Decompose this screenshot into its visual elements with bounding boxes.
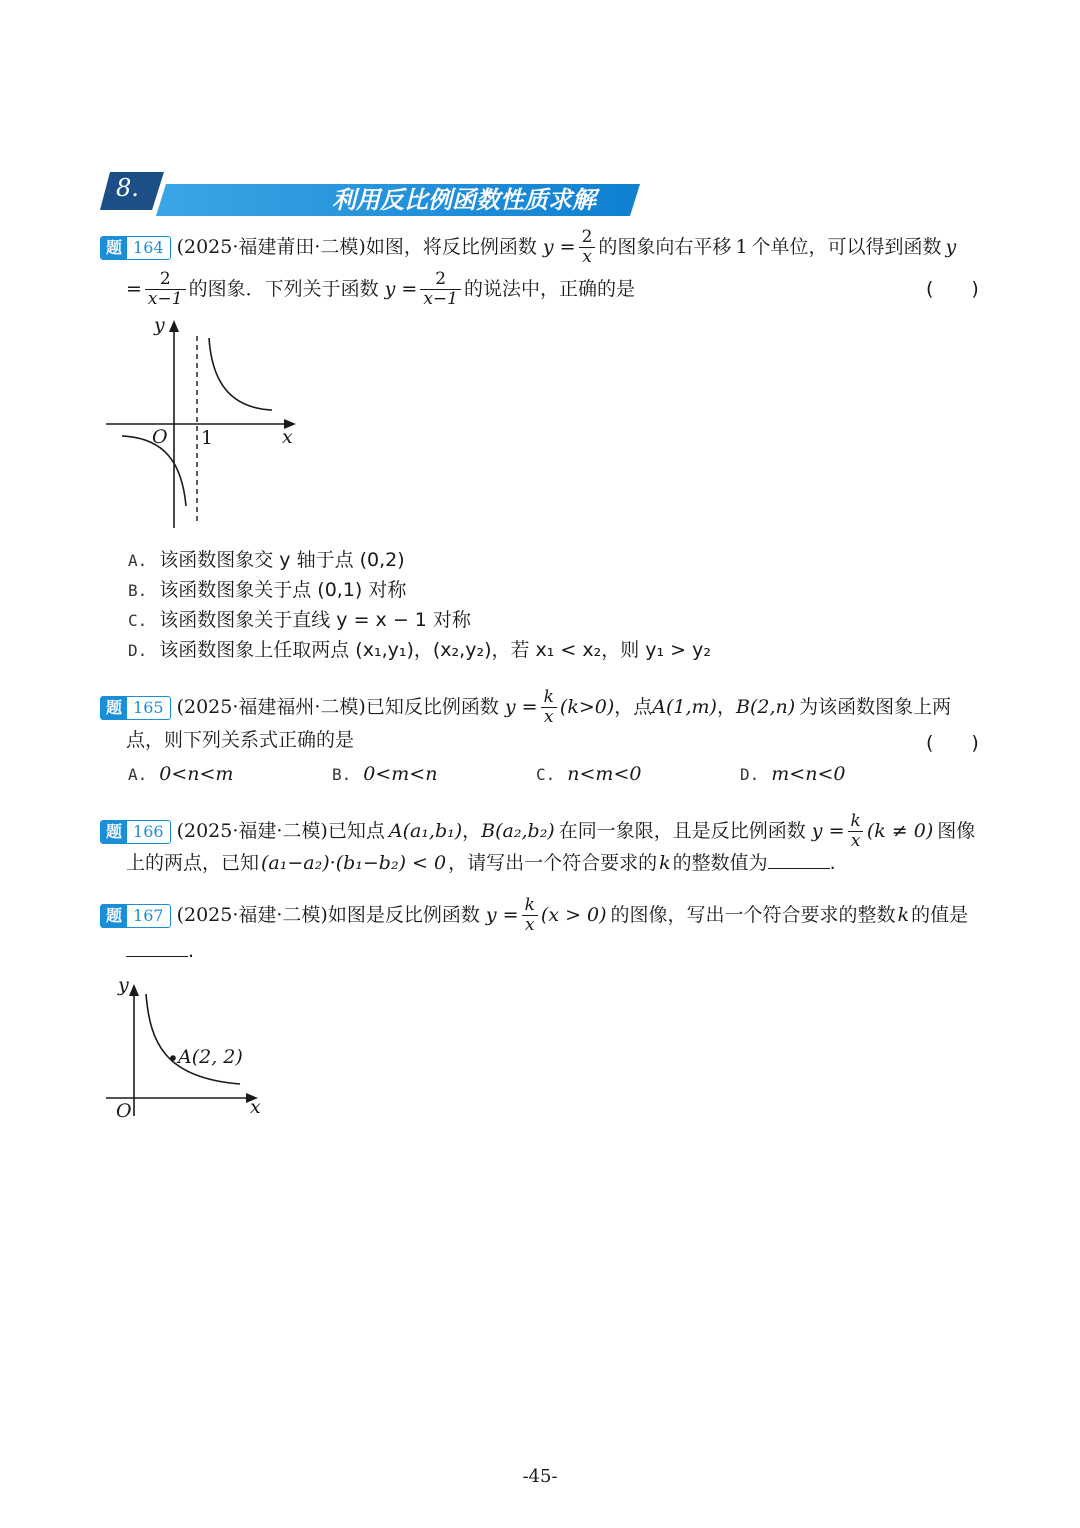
q165-option-a: A. 0<n<m bbox=[128, 763, 234, 785]
section-title: 利用反比例函数性质求解 bbox=[332, 186, 596, 214]
q167-text-a: 如图是反比例函数 bbox=[327, 904, 480, 926]
q164-text-a: 如图，将反比例函数 bbox=[365, 236, 537, 258]
q164-option-d: D. 该函数图象上任取两点 (x₁,y₁)，(x₂,y₂)，若 x₁ < x₂，则 y₁ > y₂ bbox=[128, 639, 711, 661]
q167-source: (2025·福建·二模) bbox=[176, 904, 328, 926]
q164-text-c: 个单位，可以得到函数 bbox=[751, 236, 942, 258]
q164-graph bbox=[100, 312, 310, 534]
q164-frac3: $\frac{2}{x-1}$ bbox=[420, 270, 461, 309]
curve-branch bbox=[146, 994, 240, 1084]
q165-line2: 点，则下列关系式正确的是 bbox=[126, 729, 355, 751]
q164-text-d: 的图象．下列关于函数 bbox=[188, 278, 379, 300]
page-number: -45- bbox=[522, 1466, 558, 1487]
q164-yvar: y bbox=[945, 236, 957, 258]
q166-text-c: 图像 bbox=[937, 820, 976, 842]
q167-graph-origin: O bbox=[116, 1100, 132, 1122]
q164-frac2: $\frac{2}{x-1}$ bbox=[145, 270, 186, 309]
q167-badge: 题 167 bbox=[100, 904, 171, 928]
q165-text-c: 为该函数图象上两 bbox=[799, 696, 952, 718]
q165-point-b: B(2,n) bbox=[736, 696, 796, 718]
q165-comma: ， bbox=[716, 696, 736, 718]
q166-source: (2025·福建·二模) bbox=[176, 820, 328, 842]
q165-source: (2025·福建福州·二模) bbox=[176, 696, 366, 718]
q164-graph-origin: O bbox=[152, 426, 168, 448]
q166-text-a: 已知点 bbox=[327, 820, 385, 842]
q164-source: (2025·福建莆田·二模) bbox=[176, 236, 366, 258]
q166-badge: 题 166 bbox=[100, 820, 171, 844]
section-banner bbox=[100, 172, 640, 216]
q167-graph-point-label: A(2, 2) bbox=[178, 1046, 243, 1068]
q165-text-b: ，点 bbox=[614, 696, 653, 718]
q166-cond: (k ≠ 0) bbox=[866, 820, 934, 842]
curve-right-branch bbox=[209, 338, 272, 410]
q166-k: k bbox=[659, 852, 671, 874]
q166-line2: 上的两点，已知 (a₁−a₂)·(b₁−b₂) < 0 ，请写出一个符合要求的 k 的整数值为 . bbox=[126, 852, 836, 874]
q164-graph-tick: 1 bbox=[201, 427, 214, 449]
q166-point-a: A(a₁,b₁) bbox=[388, 820, 463, 842]
q165-badge: 题 165 bbox=[100, 696, 171, 720]
q167-graph-y-label: y bbox=[118, 974, 129, 996]
q164-option-c: C. 该函数图象关于直线 y = x − 1 对称 bbox=[128, 609, 471, 631]
q164-line2 bbox=[126, 270, 635, 309]
q167-text-c: 的值是 bbox=[911, 904, 969, 926]
q167-frac: $\frac{k}{x}$ bbox=[522, 896, 538, 935]
y-axis-arrow-icon bbox=[169, 320, 179, 332]
q166-point-b: B(a₂,b₂) bbox=[481, 820, 555, 842]
q165-frac: $\frac{k}{x}$ bbox=[541, 688, 557, 727]
q164-one: 1 bbox=[735, 236, 748, 258]
q164-option-b: B. 该函数图象关于点 (0,1) 对称 bbox=[128, 579, 407, 601]
q165-answer-paren: ( ) bbox=[926, 732, 979, 754]
q165-option-b: B. 0<m<n bbox=[332, 763, 438, 785]
q164-text-b: 的图象向右平移 bbox=[598, 236, 732, 258]
q167-yeq: y = bbox=[485, 904, 519, 926]
y-axis-arrow-icon bbox=[129, 984, 139, 996]
q165-yeq: y = bbox=[504, 696, 538, 718]
q165-line1 bbox=[100, 688, 951, 727]
q164-graph-svg bbox=[100, 312, 310, 534]
q165-option-d: D. m<n<0 bbox=[740, 763, 846, 785]
q167-graph bbox=[100, 972, 270, 1122]
section-number: 8. bbox=[116, 174, 139, 202]
q165-cond: (k>0) bbox=[559, 696, 615, 718]
q166-answer-blank[interactable] bbox=[768, 850, 830, 869]
q167-graph-x-label: x bbox=[250, 1096, 261, 1118]
q166-yeq: y = bbox=[811, 820, 845, 842]
q164-graph-y-label: y bbox=[154, 314, 165, 336]
q167-line2: . bbox=[126, 938, 194, 963]
q164-line1 bbox=[100, 228, 956, 267]
q166-frac: $\frac{k}{x}$ bbox=[848, 812, 864, 851]
q166-text-b: 在同一象限，且是反比例函数 bbox=[558, 820, 806, 842]
q164-option-a: A. 该函数图象交 y 轴于点 (0,2) bbox=[128, 549, 405, 571]
q167-answer-blank[interactable] bbox=[126, 938, 188, 957]
q164-eq: = bbox=[126, 278, 142, 300]
q166-line1 bbox=[100, 812, 975, 851]
q164-frac1: $\frac{2}{x}$ bbox=[579, 228, 596, 267]
q167-text-b: 的图像，写出一个符合要求的整数 bbox=[610, 904, 896, 926]
q166-expr: (a₁−a₂)·(b₁−b₂) < 0 bbox=[261, 852, 447, 874]
q164-yeq2: y = bbox=[384, 278, 418, 300]
point-a-dot bbox=[170, 1055, 176, 1061]
q167-line1 bbox=[100, 896, 968, 935]
q167-cond: (x > 0) bbox=[540, 904, 607, 926]
q164-badge: 题 164 bbox=[100, 236, 171, 260]
q164-text-e: 的说法中，正确的是 bbox=[464, 278, 636, 300]
q167-k: k bbox=[897, 904, 910, 926]
q165-option-c: C. n<m<0 bbox=[536, 763, 642, 785]
q165-point-a: A(1,m) bbox=[652, 696, 717, 718]
q166-comma: ， bbox=[462, 820, 482, 842]
q164-graph-x-label: x bbox=[282, 426, 293, 448]
q164-answer-paren: ( ) bbox=[926, 278, 979, 300]
q164-yeq: y = bbox=[542, 236, 576, 258]
q165-text-a: 已知反比例函数 bbox=[365, 696, 499, 718]
